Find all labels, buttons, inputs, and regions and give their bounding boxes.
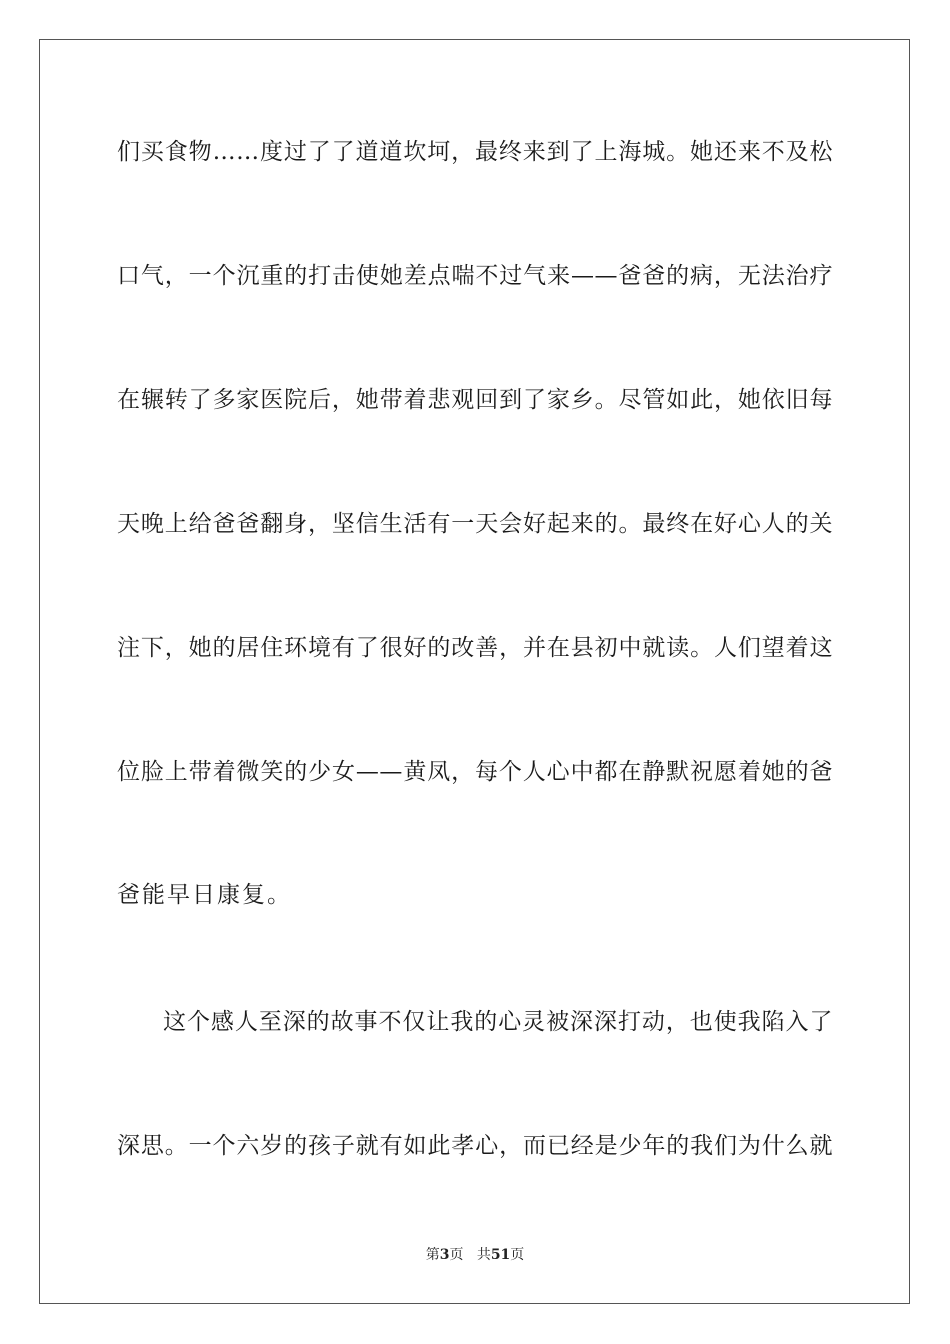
total-suffix: 页 bbox=[510, 1247, 525, 1263]
page-number: 3 bbox=[439, 1247, 450, 1263]
total-pages: 51 bbox=[490, 1247, 511, 1263]
text-line-9: 深思。一个六岁的孩子就有如此孝心，而已经是少年的我们为什么就 bbox=[117, 1133, 833, 1159]
text-line-6: 位脸上带着微笑的少女——黄凤，每个人心中都在静默祝愿着她的爸 bbox=[117, 759, 833, 785]
page-prefix: 第 bbox=[425, 1247, 440, 1263]
page-suffix: 页 bbox=[449, 1247, 464, 1263]
page-footer bbox=[0, 1246, 950, 1264]
text-line-2: 口气，一个沉重的打击使她差点喘不过气来——爸爸的病，无法治疗 bbox=[117, 263, 833, 289]
text-line-7: 爸能早日康复。 bbox=[117, 882, 292, 908]
page-border bbox=[39, 39, 910, 1304]
text-line-5: 注下，她的居住环境有了很好的改善，并在县初中就读。人们望着这 bbox=[117, 635, 833, 661]
text-line-3: 在辗转了多家医院后，她带着悲观回到了家乡。尽管如此，她依旧每 bbox=[117, 387, 833, 413]
paragraph-start-line: 这个感人至深的故事不仅让我的心灵被深深打动，也使我陷入了 bbox=[163, 1009, 833, 1035]
text-line-4: 天晚上给爸爸翻身，坚信生活有一天会好起来的。最终在好心人的关 bbox=[117, 511, 833, 537]
total-prefix: 共 bbox=[476, 1247, 491, 1263]
text-line-1: 们买食物……度过了了道道坎坷，最终来到了上海城。她还来不及松 bbox=[117, 139, 833, 165]
